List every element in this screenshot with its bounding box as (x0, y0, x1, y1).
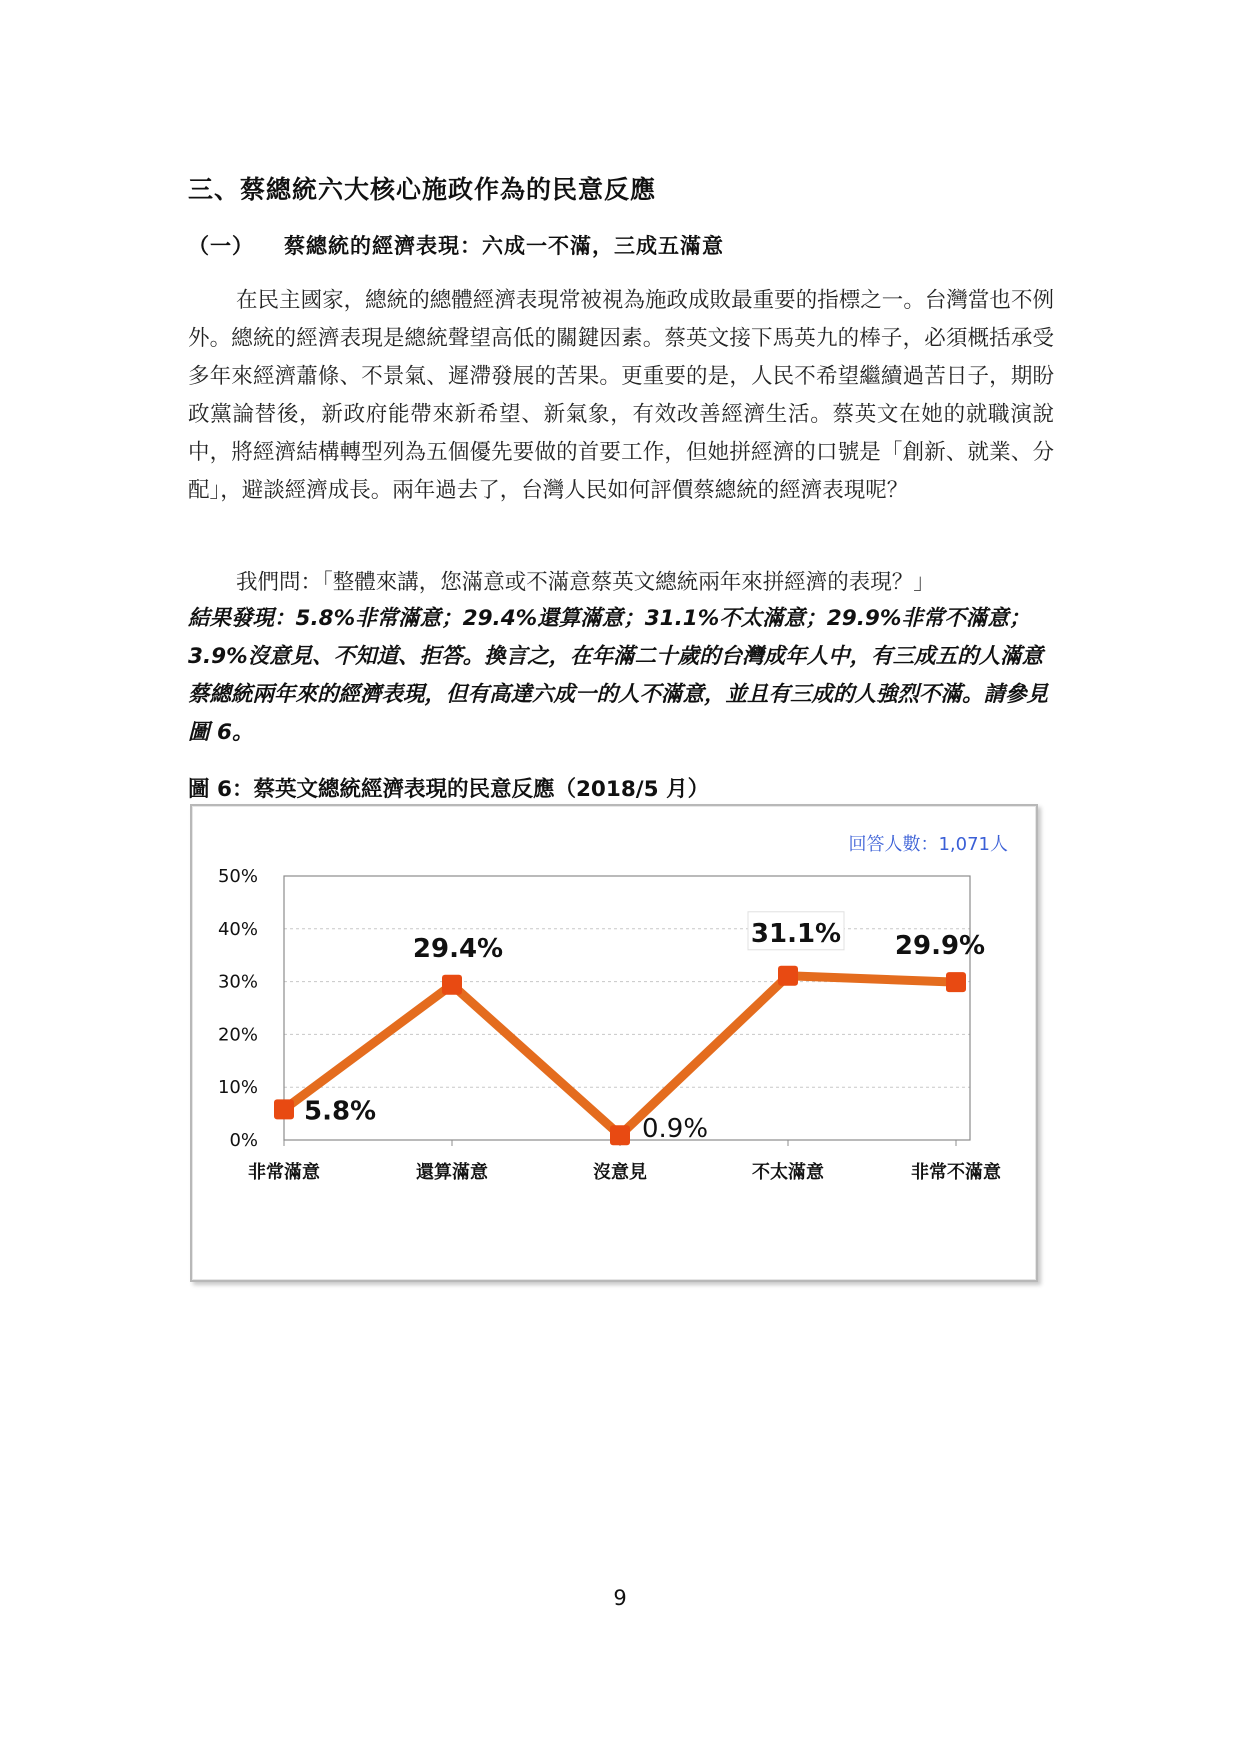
data-point-marker (778, 966, 798, 986)
data-label: 0.9% (642, 1114, 709, 1145)
paragraph-survey-result: 結果發現：5.8%非常滿意；29.4%還算滿意；31.1%不太滿意；29.9%非常不滿意；3.9%沒意見、不知道、拒答。換言之，在年滿二十歲的台灣成年人中，有三成五的人滿意蔡總統兩年來的經濟表現，但有高達六成一的人不滿意，並且有三成的人強烈不滿。請參見圖 6。 (188, 606, 1049, 745)
data-point-marker (946, 972, 966, 992)
figure-caption: 圖 6：蔡英文總統經濟表現的民意反應（2018/5 月） (188, 777, 710, 802)
sub-heading-title: 蔡總統的經濟表現：六成一不滿，三成五滿意 (284, 233, 724, 258)
x-tick-label: 沒意見 (593, 1162, 647, 1183)
y-tick-label: 0% (229, 1130, 258, 1151)
data-point-marker (442, 975, 462, 995)
paragraph-economy-intro: 在民主國家，總統的總體經濟表現常被視為施政成敗最重要的指標之一。台灣當也不例外。總統的經濟表現是總統聲望高低的關鍵因素。蔡英文接下馬英九的棒子，必須概括承受多年來經濟蕭條、不景氣、遲滯發展的苦果。更重要的是，人民不希望繼續過苦日子，期盼政黨論替後，新政府能帶來新希望、新氣象，有效改善經濟生活。蔡英文在她的就職演說中，將經濟結構轉型列為五個優先要做的首要工作，但她拼經濟的口號是「創新、就業、分配」，避談經濟成長。兩年過去了，台灣人民如何評價蔡總統的經濟表現呢？ (188, 288, 1054, 503)
x-tick-label: 還算滿意 (416, 1162, 488, 1183)
y-tick-label: 30% (217, 971, 258, 993)
data-label: 29.4% (412, 933, 504, 964)
y-tick-label: 10% (217, 1077, 258, 1099)
plot-area-border (284, 876, 970, 1140)
chart-frame (190, 804, 1038, 1282)
respondent-count-annotation: 回答人數：1,071人 (848, 834, 1008, 855)
y-tick-label: 20% (217, 1024, 258, 1046)
y-tick-label: 50% (217, 866, 258, 887)
data-label: 5.8% (304, 1096, 377, 1127)
data-point-marker (274, 1099, 294, 1119)
paragraph-survey-question: 我們問：「整體來講，您滿意或不滿意蔡英文總統兩年來拼經濟的表現？」 (236, 570, 935, 595)
line-chart (192, 806, 1036, 1280)
sub-heading (188, 230, 724, 260)
data-label: 31.1% (750, 918, 842, 949)
y-tick-label: 40% (217, 918, 258, 940)
x-tick-label: 非常滿意 (248, 1162, 320, 1183)
series-line (284, 976, 956, 1135)
sub-heading-number: （一） (188, 233, 254, 258)
data-label: 29.9% (894, 931, 986, 962)
data-point-marker (610, 1125, 630, 1145)
page-number: 9 (613, 1586, 627, 1610)
section-heading: 三、蔡總統六大核心施政作為的民意反應 (188, 175, 657, 204)
x-tick-label: 非常不滿意 (911, 1162, 1001, 1183)
x-tick-label: 不太滿意 (752, 1162, 824, 1183)
